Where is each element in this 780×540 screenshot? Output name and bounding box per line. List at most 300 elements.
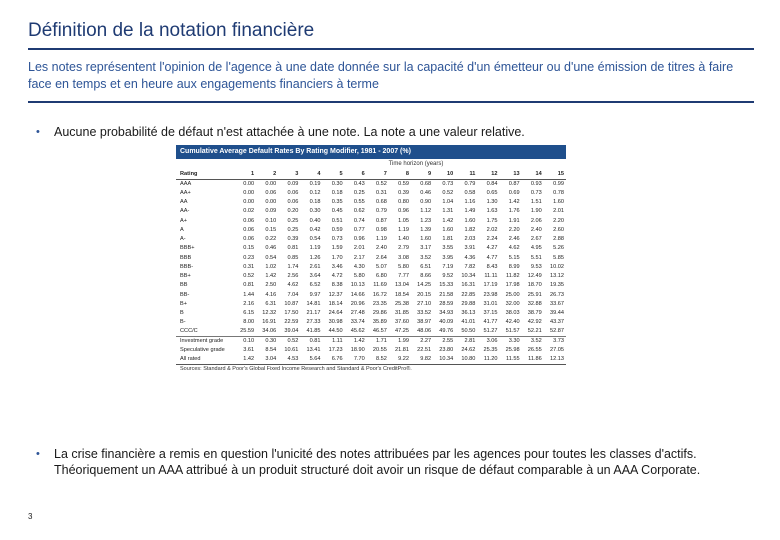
rate-cell: 0.46 xyxy=(265,245,277,252)
column-header: 6 xyxy=(345,170,367,179)
bullet-dot-icon: • xyxy=(36,448,40,460)
rate-cell: 2.81 xyxy=(455,336,477,345)
rate-cell: 24.64 xyxy=(328,310,343,317)
rate-cell: 1.90 xyxy=(530,208,542,215)
rate-cell: 4.30 xyxy=(353,263,365,270)
rate-cell: 1.05 xyxy=(398,217,409,224)
title-divider xyxy=(28,48,754,50)
rate-cell: 0.06 xyxy=(287,189,299,196)
rate-cell: 1.76 xyxy=(508,208,520,215)
rate-cell: 39.44 xyxy=(550,310,564,317)
rate-cell: 1.70 xyxy=(331,254,343,261)
rate-cell: 0.39 xyxy=(398,189,409,196)
table-row xyxy=(176,244,566,253)
rate-cell: 3.52 xyxy=(522,336,544,345)
page-title: Définition de la notation financière xyxy=(28,20,315,41)
column-header: 3 xyxy=(278,170,300,179)
rate-cell: 2.67 xyxy=(530,236,542,243)
rating-cell: BB+ xyxy=(180,273,191,280)
rate-cell: 1.59 xyxy=(331,245,343,252)
table-row xyxy=(176,355,566,364)
rate-cell: 38.03 xyxy=(505,310,520,317)
rate-cell: 1.51 xyxy=(530,199,542,206)
rate-cell: 13.04 xyxy=(395,282,409,289)
rate-cell: 0.40 xyxy=(309,217,321,224)
rate-cell: 0.87 xyxy=(508,180,520,187)
rate-cell: 1.19 xyxy=(375,236,387,243)
rate-cell: 7.04 xyxy=(287,291,299,298)
column-header: 11 xyxy=(455,170,477,179)
table-row xyxy=(176,253,566,262)
rate-cell: 0.55 xyxy=(353,199,365,206)
rate-cell: 0.30 xyxy=(331,180,343,187)
rating-cell: B xyxy=(180,310,184,317)
rating-cell: BBB+ xyxy=(180,245,195,252)
rate-cell: 14.25 xyxy=(417,282,432,289)
rate-cell: 0.73 xyxy=(530,189,542,196)
rate-cell: 0.02 xyxy=(243,208,255,215)
rate-cell: 40.09 xyxy=(439,319,454,326)
rate-cell: 0.30 xyxy=(309,208,321,215)
rate-cell: 34.06 xyxy=(262,328,277,335)
rate-cell: 1.12 xyxy=(420,208,432,215)
rate-cell: 50.50 xyxy=(461,328,476,335)
rate-cell: 0.52 xyxy=(243,273,255,280)
rate-cell: 2.46 xyxy=(508,236,520,243)
rate-cell: 0.35 xyxy=(331,199,343,206)
rate-cell: 2.24 xyxy=(486,236,498,243)
rate-cell: 0.54 xyxy=(309,236,321,243)
rate-cell: 10.34 xyxy=(439,356,454,363)
rate-cell: 0.25 xyxy=(287,217,299,224)
rate-cell: 16.31 xyxy=(461,282,476,289)
rate-cell: 3.95 xyxy=(442,254,454,261)
rate-cell: 1.75 xyxy=(486,217,498,224)
rate-cell: 0.18 xyxy=(309,199,321,206)
rate-cell: 12.37 xyxy=(328,291,343,298)
rate-cell: 25.59 xyxy=(240,328,255,335)
rate-cell: 1.30 xyxy=(486,199,498,206)
rate-cell: 14.81 xyxy=(306,300,321,307)
rate-cell: 2.60 xyxy=(553,226,564,233)
rate-cell: 1.16 xyxy=(464,199,476,206)
table-row xyxy=(176,179,566,188)
rate-cell: 15.33 xyxy=(439,282,454,289)
time-horizon-label: Time horizon (years) xyxy=(388,161,444,167)
rate-cell: 7.19 xyxy=(442,263,454,270)
rate-cell: 2.61 xyxy=(309,263,321,270)
rate-cell: 0.74 xyxy=(353,217,365,224)
rate-cell: 4.27 xyxy=(486,245,498,252)
rating-cell: BBB- xyxy=(180,263,194,270)
rate-cell: 42.40 xyxy=(505,319,520,326)
rate-cell: 0.39 xyxy=(287,236,299,243)
rate-cell: 2.56 xyxy=(287,273,299,280)
rate-cell: 31.85 xyxy=(395,310,409,317)
subtitle-divider xyxy=(28,101,754,103)
rate-cell: 16.72 xyxy=(372,291,387,298)
rate-cell: 36.13 xyxy=(461,310,476,317)
rate-cell: 6.52 xyxy=(309,282,321,289)
rate-cell: 1.42 xyxy=(508,199,520,206)
rate-cell: 0.81 xyxy=(287,245,299,252)
column-header: 5 xyxy=(323,170,345,179)
rate-cell: 28.59 xyxy=(439,300,454,307)
rate-cell: 3.17 xyxy=(420,245,432,252)
rate-cell: 6.80 xyxy=(375,273,387,280)
rate-cell: 1.42 xyxy=(265,273,277,280)
rate-cell: 0.31 xyxy=(243,263,255,270)
rate-cell: 12.13 xyxy=(550,356,564,363)
rate-cell: 33.74 xyxy=(350,319,365,326)
rate-cell: 17.19 xyxy=(483,282,498,289)
bullet-dot-icon: • xyxy=(36,126,40,138)
default-rates-figure xyxy=(176,145,566,373)
rate-cell: 0.87 xyxy=(375,217,387,224)
rate-cell: 0.68 xyxy=(375,199,387,206)
rate-cell: 11.55 xyxy=(506,356,520,363)
rate-cell: 1.31 xyxy=(442,208,454,215)
rate-cell: 35.89 xyxy=(372,319,387,326)
rate-cell: 0.78 xyxy=(553,189,564,196)
rate-cell: 39.04 xyxy=(284,328,299,335)
rate-cell: 51.57 xyxy=(505,328,520,335)
table-row xyxy=(176,207,566,216)
rate-cell: 23.98 xyxy=(483,291,498,298)
rate-cell: 2.88 xyxy=(553,236,564,243)
column-header: 2 xyxy=(256,170,278,179)
rate-cell: 17.23 xyxy=(328,347,343,354)
rate-cell: 8.43 xyxy=(486,263,498,270)
rate-cell: 20.96 xyxy=(350,300,365,307)
rate-cell: 3.64 xyxy=(309,273,321,280)
rate-cell: 22.59 xyxy=(284,319,299,326)
rate-cell: 45.62 xyxy=(350,328,365,335)
rating-cell: AA+ xyxy=(180,189,191,196)
rate-cell: 38.79 xyxy=(527,310,542,317)
rate-cell: 7.77 xyxy=(398,273,409,280)
rate-cell: 2.50 xyxy=(265,282,277,289)
rate-cell: 52.21 xyxy=(527,328,542,335)
rate-cell: 0.10 xyxy=(234,336,256,345)
rate-cell: 11.82 xyxy=(506,273,520,280)
rate-cell: 0.23 xyxy=(243,254,255,261)
table-row xyxy=(176,235,566,244)
rate-cell: 34.93 xyxy=(439,310,454,317)
rate-cell: 0.59 xyxy=(398,180,409,187)
rate-cell: 7.70 xyxy=(353,356,365,363)
column-header: 14 xyxy=(522,170,544,179)
bullet-text: Aucune probabilité de défaut n'est attachée à une note. La note a une valeur relative. xyxy=(54,125,525,139)
rate-cell: 0.81 xyxy=(300,336,322,345)
rate-cell: 0.52 xyxy=(442,189,454,196)
rate-cell: 20.55 xyxy=(372,347,387,354)
rate-cell: 8.54 xyxy=(265,347,277,354)
rating-cell: All rated xyxy=(180,356,201,363)
rate-cell: 1.26 xyxy=(309,254,321,261)
rate-cell: 13.12 xyxy=(550,273,564,280)
rate-cell: 20.15 xyxy=(417,291,432,298)
rate-cell: 5.80 xyxy=(353,273,365,280)
rate-cell: 0.15 xyxy=(265,226,277,233)
rate-cell: 1.82 xyxy=(464,226,476,233)
column-header: 13 xyxy=(500,170,522,179)
rate-cell: 0.20 xyxy=(287,208,299,215)
rate-cell: 10.61 xyxy=(284,347,299,354)
table-row xyxy=(176,318,566,327)
rate-cell: 2.06 xyxy=(530,217,542,224)
rate-cell: 0.96 xyxy=(353,236,365,243)
column-header: 1 xyxy=(234,170,256,179)
rate-cell: 5.80 xyxy=(398,263,409,270)
rate-cell: 0.68 xyxy=(420,180,432,187)
rate-cell: 44.50 xyxy=(328,328,343,335)
rate-cell: 17.98 xyxy=(505,282,520,289)
rate-cell: 2.16 xyxy=(243,300,255,307)
rate-cell: 1.19 xyxy=(309,245,321,252)
rate-cell: 11.86 xyxy=(528,356,542,363)
rating-cell: BB xyxy=(180,282,188,289)
rate-cell: 3.04 xyxy=(265,356,277,363)
rate-cell: 30.98 xyxy=(328,319,343,326)
rate-cell: 0.73 xyxy=(331,236,343,243)
rate-cell: 5.26 xyxy=(553,245,564,252)
rate-cell: 6.51 xyxy=(420,263,432,270)
rate-cell: 1.42 xyxy=(243,356,255,363)
rate-cell: 29.86 xyxy=(372,310,387,317)
rate-cell: 29.88 xyxy=(461,300,476,307)
rating-cell: B+ xyxy=(180,300,187,307)
figure-source: Sources: Standard & Poor's Global Fixed Income Research and Standard & Poor's CreditPro®. xyxy=(176,364,566,373)
figure-title: Cumulative Average Default Rates By Rating Modifier, 1981 - 2007 (%) xyxy=(176,145,566,159)
column-header: 8 xyxy=(389,170,411,179)
rate-cell: 8.38 xyxy=(331,282,343,289)
rate-cell: 3.46 xyxy=(331,263,343,270)
rate-cell: 49.76 xyxy=(439,328,454,335)
rate-cell: 37.15 xyxy=(483,310,498,317)
rate-cell: 0.98 xyxy=(375,226,387,233)
rate-cell: 11.20 xyxy=(483,356,498,363)
rate-cell: 0.69 xyxy=(508,189,520,196)
rate-cell: 42.92 xyxy=(527,319,542,326)
table-row xyxy=(176,262,566,271)
rate-cell: 21.58 xyxy=(439,291,454,298)
rate-cell: 27.05 xyxy=(550,347,564,354)
rate-cell: 0.06 xyxy=(243,236,255,243)
column-header: 4 xyxy=(300,170,322,179)
rate-cell: 0.80 xyxy=(398,199,409,206)
rate-cell: 16.91 xyxy=(262,319,277,326)
table-header-row xyxy=(176,170,566,179)
rate-cell: 0.45 xyxy=(331,208,343,215)
rate-cell: 0.00 xyxy=(243,189,255,196)
column-header: 15 xyxy=(544,170,566,179)
column-header: 7 xyxy=(367,170,389,179)
rate-cell: 10.13 xyxy=(350,282,365,289)
rate-cell: 0.43 xyxy=(353,180,365,187)
rate-cell: 43.37 xyxy=(550,319,564,326)
rate-cell: 25.35 xyxy=(483,347,498,354)
rate-cell: 5.07 xyxy=(375,263,387,270)
rate-cell: 10.87 xyxy=(284,300,299,307)
rate-cell: 18.90 xyxy=(350,347,365,354)
rate-cell: 2.17 xyxy=(353,254,365,261)
table-row xyxy=(176,225,566,234)
rate-cell: 2.01 xyxy=(353,245,365,252)
rate-cell: 25.91 xyxy=(527,291,542,298)
rate-cell: 25.38 xyxy=(395,300,409,307)
rate-cell: 18.70 xyxy=(527,282,542,289)
rate-cell: 33.52 xyxy=(417,310,432,317)
rate-cell: 0.85 xyxy=(287,254,299,261)
rate-cell: 24.62 xyxy=(461,347,476,354)
rate-cell: 0.30 xyxy=(256,336,278,345)
rate-cell: 9.82 xyxy=(420,356,432,363)
rate-cell: 3.91 xyxy=(464,245,476,252)
rate-cell: 2.20 xyxy=(553,217,564,224)
rate-cell: 0.25 xyxy=(287,226,299,233)
rate-cell: 23.35 xyxy=(372,300,387,307)
table-row xyxy=(176,327,566,336)
rate-cell: 2.27 xyxy=(411,336,433,345)
table-row xyxy=(176,272,566,281)
table-row xyxy=(176,198,566,207)
rate-cell: 0.12 xyxy=(309,189,321,196)
rate-cell: 0.73 xyxy=(442,180,454,187)
rate-cell: 0.62 xyxy=(353,208,365,215)
rate-cell: 8.52 xyxy=(375,356,387,363)
column-header: 10 xyxy=(433,170,455,179)
rate-cell: 18.14 xyxy=(328,300,343,307)
rate-cell: 4.53 xyxy=(287,356,299,363)
rate-cell: 2.40 xyxy=(530,226,542,233)
rate-cell: 1.04 xyxy=(442,199,454,206)
rate-cell: 0.15 xyxy=(243,245,255,252)
rate-cell: 38.97 xyxy=(417,319,432,326)
rate-cell: 19.35 xyxy=(550,282,564,289)
rate-cell: 41.01 xyxy=(461,319,476,326)
bullet-text: La crise financière a remis en question l'unicité des notes attribuées par les agences pour toutes les classes d'actifs. Théoriquement un AAA attribué à un produit structuré doit avoir un risque de défaut comparable à un AAA Corporate. xyxy=(54,447,701,477)
rate-cell: 1.71 xyxy=(367,336,389,345)
rate-cell: 1.11 xyxy=(323,336,345,345)
rate-cell: 4.62 xyxy=(287,282,299,289)
rating-cell: CCC/C xyxy=(180,328,198,335)
rate-cell: 0.46 xyxy=(420,189,432,196)
rate-cell: 0.25 xyxy=(353,189,365,196)
rate-cell: 2.01 xyxy=(553,208,564,215)
rate-cell: 5.51 xyxy=(530,254,542,261)
rate-cell: 14.66 xyxy=(350,291,365,298)
rate-cell: 2.79 xyxy=(398,245,409,252)
column-header: Rating xyxy=(176,170,234,179)
rate-cell: 1.40 xyxy=(398,236,409,243)
rate-cell: 8.99 xyxy=(508,263,520,270)
rating-cell: A- xyxy=(180,236,186,243)
rate-cell: 4.72 xyxy=(331,273,343,280)
rate-cell: 0.00 xyxy=(243,199,255,206)
rate-cell: 0.06 xyxy=(243,226,255,233)
rate-cell: 17.50 xyxy=(284,310,299,317)
page-subtitle: Les notes représentent l'opinion de l'agence à une date donnée sur la capacité d'un émetteur ou d'une émission de titres à faire face en temps et en heure aux engagements financiers à terme xyxy=(28,60,734,91)
rate-cell: 1.19 xyxy=(398,226,409,233)
rate-cell: 12.49 xyxy=(527,273,542,280)
rate-cell: 41.85 xyxy=(306,328,321,335)
rate-cell: 1.39 xyxy=(420,226,432,233)
rate-cell: 6.76 xyxy=(331,356,343,363)
rate-cell: 37.60 xyxy=(395,319,409,326)
rate-cell: 22.85 xyxy=(461,291,476,298)
rate-cell: 27.10 xyxy=(417,300,432,307)
rating-cell: A xyxy=(180,226,184,233)
rate-cell: 2.03 xyxy=(464,236,476,243)
rate-cell: 0.77 xyxy=(353,226,365,233)
rate-cell: 13.41 xyxy=(306,347,321,354)
rate-cell: 0.18 xyxy=(331,189,343,196)
rate-cell: 3.08 xyxy=(398,254,409,261)
rate-cell: 1.99 xyxy=(389,336,411,345)
rate-cell: 0.00 xyxy=(243,180,255,187)
rate-cell: 6.15 xyxy=(243,310,255,317)
table-row xyxy=(176,281,566,290)
rate-cell: 3.55 xyxy=(442,245,454,252)
rate-cell: 1.02 xyxy=(265,263,277,270)
rate-cell: 0.22 xyxy=(265,236,277,243)
rate-cell: 26.73 xyxy=(550,291,564,298)
rate-cell: 1.60 xyxy=(420,236,432,243)
rate-cell: 1.60 xyxy=(464,217,476,224)
rate-cell: 32.00 xyxy=(505,300,520,307)
rating-cell: AA xyxy=(180,199,188,206)
rate-cell: 3.73 xyxy=(544,336,566,345)
rate-cell: 0.06 xyxy=(287,199,299,206)
rate-cell: 4.95 xyxy=(530,245,542,252)
rate-cell: 25.98 xyxy=(505,347,520,354)
rate-cell: 2.55 xyxy=(433,336,455,345)
rate-cell: 31.01 xyxy=(483,300,498,307)
rate-cell: 0.59 xyxy=(331,226,343,233)
rate-cell: 0.42 xyxy=(309,226,321,233)
rate-cell: 25.00 xyxy=(505,291,520,298)
rate-cell: 9.53 xyxy=(530,263,542,270)
rate-cell: 10.02 xyxy=(550,263,564,270)
rate-cell: 0.84 xyxy=(486,180,498,187)
column-header: 9 xyxy=(411,170,433,179)
rate-cell: 1.60 xyxy=(442,226,454,233)
rate-cell: 0.06 xyxy=(243,217,255,224)
rating-cell: Speculative grade xyxy=(180,347,225,354)
rating-cell: AA- xyxy=(180,208,190,215)
rate-cell: 0.52 xyxy=(278,336,300,345)
rating-cell: BBB xyxy=(180,254,192,261)
rate-cell: 22.51 xyxy=(417,347,432,354)
rate-cell: 46.57 xyxy=(372,328,387,335)
rate-cell: 27.33 xyxy=(306,319,321,326)
rate-cell: 1.60 xyxy=(553,199,564,206)
rate-cell: 1.44 xyxy=(243,291,255,298)
rate-cell: 0.00 xyxy=(265,199,277,206)
rate-cell: 11.11 xyxy=(484,273,498,280)
rate-cell: 0.58 xyxy=(464,189,476,196)
rate-cell: 5.15 xyxy=(508,254,520,261)
rate-cell: 4.77 xyxy=(486,254,498,261)
rate-cell: 21.81 xyxy=(395,347,409,354)
rate-cell: 0.00 xyxy=(265,180,277,187)
rate-cell: 2.20 xyxy=(508,226,520,233)
table-row xyxy=(176,346,566,355)
rate-cell: 0.51 xyxy=(331,217,343,224)
table-row xyxy=(176,216,566,225)
rate-cell: 1.74 xyxy=(287,263,299,270)
